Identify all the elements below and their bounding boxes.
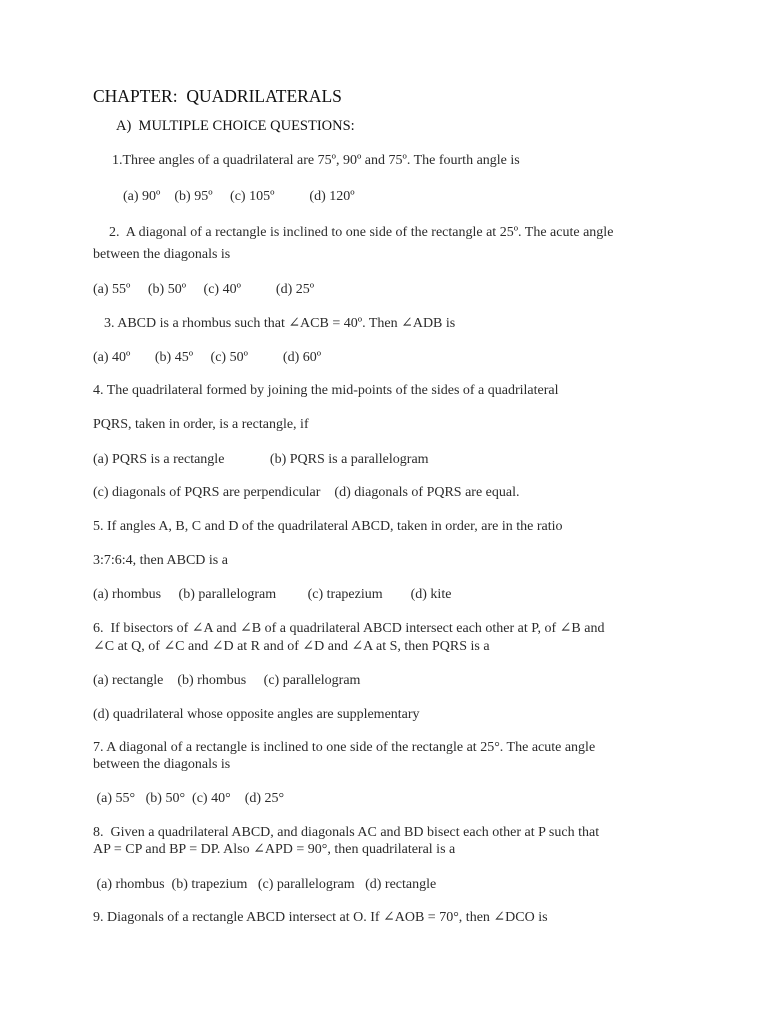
question-1-text: 1.Three angles of a quadrilateral are 75º, 90º and 75º. The fourth angle is [112,153,520,168]
question-5-text-line2: 3:7:6:4, then ABCD is a [93,553,228,568]
question-4-text-line1: 4. The quadrilateral formed by joining the mid-points of the sides of a quadrilateral [93,383,559,398]
question-3-options: (a) 40º (b) 45º (c) 50º (d) 60º [93,350,322,365]
question-2-text-line1: 2. A diagonal of a rectangle is inclined to one side of the rectangle at 25º. The acute angle [109,225,614,240]
question-2-text-line2: between the diagonals is [93,247,231,262]
question-5-text-line1: 5. If angles A, B, C and D of the quadrilateral ABCD, taken in order, are in the ratio [93,519,563,534]
question-4-text-line2: PQRS, taken in order, is a rectangle, if [93,417,309,432]
question-3-text: 3. ABCD is a rhombus such that ∠ACB = 40º. Then ∠ADB is [104,316,456,331]
chapter-title: CHAPTER: QUADRILATERALS [93,86,342,106]
question-9-text: 9. Diagonals of a rectangle ABCD intersect at O. If ∠AOB = 70°, then ∠DCO is [93,910,548,925]
question-4-options-line2: (c) diagonals of PQRS are perpendicular (d) diagonals of PQRS are equal. [93,485,520,500]
question-8-text-line1: 8. Given a quadrilateral ABCD, and diagonals AC and BD bisect each other at P such that [93,825,600,840]
question-8-text-line2: AP = CP and BP = DP. Also ∠APD = 90°, then quadrilateral is a [93,842,456,857]
question-7-options: (a) 55° (b) 50° (c) 40° (d) 25° [93,791,285,806]
question-8-options: (a) rhombus (b) trapezium (c) parallelogram (d) rectangle [93,877,437,892]
question-6-text-line1: 6. If bisectors of ∠A and ∠B of a quadrilateral ABCD intersect each other at P, of ∠B and [93,621,605,636]
question-4-options-line1: (a) PQRS is a rectangle (b) PQRS is a parallelogram [93,452,429,467]
question-7-text-line1: 7. A diagonal of a rectangle is inclined to one side of the rectangle at 25°. The acute angle [93,740,596,755]
question-7-text-line2: between the diagonals is [93,757,231,772]
question-1-options: (a) 90º (b) 95º (c) 105º (d) 120º [123,189,355,204]
question-2-options: (a) 55º (b) 50º (c) 40º (d) 25º [93,282,315,297]
question-6-options-line2: (d) quadrilateral whose opposite angles are supplementary [93,707,420,722]
question-6-options-line1: (a) rectangle (b) rhombus (c) parallelogram [93,673,361,688]
question-6-text-line2: ∠C at Q, of ∠C and ∠D at R and of ∠D and ∠A at S, then PQRS is a [93,639,490,654]
section-title: A) MULTIPLE CHOICE QUESTIONS: [116,118,355,134]
question-5-options: (a) rhombus (b) parallelogram (c) trapezium (d) kite [93,587,452,602]
